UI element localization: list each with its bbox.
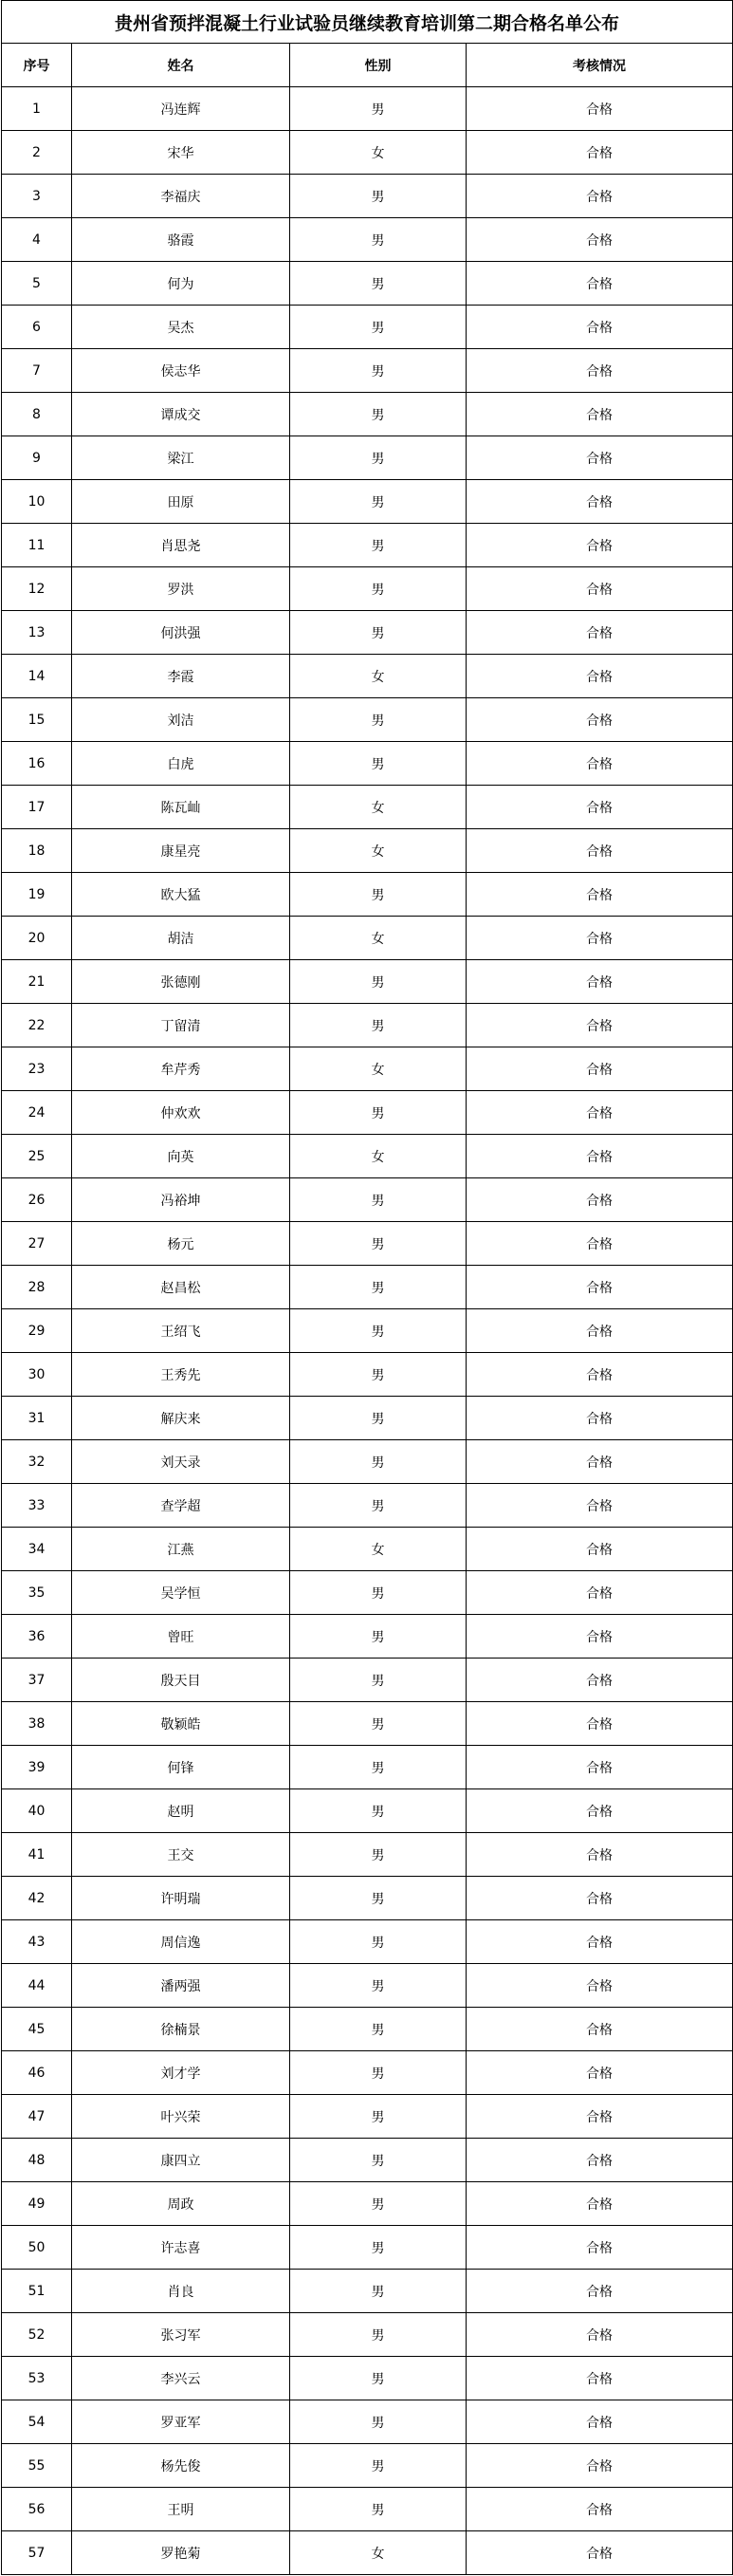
table-row xyxy=(2,2531,733,2575)
cell-gender: 男 xyxy=(290,1571,467,1615)
cell-index: 17 xyxy=(2,786,72,829)
cell-name: 宋华 xyxy=(72,131,290,175)
cell-gender: 女 xyxy=(290,2531,467,2575)
cell-index: 14 xyxy=(2,655,72,698)
table-row xyxy=(2,917,733,960)
cell-name: 周信逸 xyxy=(72,1920,290,1964)
cell-name: 许明瑞 xyxy=(72,1877,290,1920)
cell-gender: 男 xyxy=(290,1746,467,1789)
cell-name: 牟芹秀 xyxy=(72,1047,290,1091)
cell-gender: 男 xyxy=(290,960,467,1004)
table-row xyxy=(2,2051,733,2095)
table-row xyxy=(2,1222,733,1266)
cell-index: 49 xyxy=(2,2182,72,2226)
cell-result: 合格 xyxy=(467,1484,733,1528)
cell-name: 杨元 xyxy=(72,1222,290,1266)
cell-gender: 男 xyxy=(290,306,467,349)
cell-result: 合格 xyxy=(467,1222,733,1266)
cell-gender: 男 xyxy=(290,1091,467,1135)
cell-result: 合格 xyxy=(467,2400,733,2444)
cell-gender: 男 xyxy=(290,742,467,786)
cell-name: 赵明 xyxy=(72,1789,290,1833)
cell-name: 吴杰 xyxy=(72,306,290,349)
cell-name: 李兴云 xyxy=(72,2357,290,2400)
cell-name: 叶兴荣 xyxy=(72,2095,290,2139)
cell-gender: 女 xyxy=(290,131,467,175)
cell-gender: 男 xyxy=(290,1309,467,1353)
cell-gender: 男 xyxy=(290,2270,467,2313)
cell-result: 合格 xyxy=(467,524,733,567)
cell-gender: 男 xyxy=(290,567,467,611)
cell-gender: 男 xyxy=(290,1484,467,1528)
cell-name: 罗亚军 xyxy=(72,2400,290,2444)
cell-index: 6 xyxy=(2,306,72,349)
cell-gender: 男 xyxy=(290,1397,467,1440)
cell-name: 何洪强 xyxy=(72,611,290,655)
cell-index: 8 xyxy=(2,393,72,436)
cell-gender: 男 xyxy=(290,1833,467,1877)
cell-result: 合格 xyxy=(467,1615,733,1659)
cell-index: 31 xyxy=(2,1397,72,1440)
cell-index: 47 xyxy=(2,2095,72,2139)
table-row xyxy=(2,1877,733,1920)
cell-name: 王绍飞 xyxy=(72,1309,290,1353)
table-row xyxy=(2,1571,733,1615)
cell-result: 合格 xyxy=(467,349,733,393)
table-row xyxy=(2,1659,733,1702)
cell-name: 刘才学 xyxy=(72,2051,290,2095)
cell-index: 53 xyxy=(2,2357,72,2400)
cell-result: 合格 xyxy=(467,655,733,698)
cell-index: 35 xyxy=(2,1571,72,1615)
cell-index: 5 xyxy=(2,262,72,306)
column-header-gender: 性别 xyxy=(290,44,467,87)
cell-name: 康星亮 xyxy=(72,829,290,873)
cell-index: 23 xyxy=(2,1047,72,1091)
cell-result: 合格 xyxy=(467,1440,733,1484)
cell-name: 王交 xyxy=(72,1833,290,1877)
cell-name: 谭成交 xyxy=(72,393,290,436)
table-row xyxy=(2,218,733,262)
cell-gender: 男 xyxy=(290,1877,467,1920)
cell-result: 合格 xyxy=(467,1266,733,1309)
cell-index: 29 xyxy=(2,1309,72,1353)
cell-name: 丁留清 xyxy=(72,1004,290,1047)
cell-gender: 男 xyxy=(290,2182,467,2226)
cell-result: 合格 xyxy=(467,829,733,873)
cell-index: 33 xyxy=(2,1484,72,1528)
cell-result: 合格 xyxy=(467,1528,733,1571)
cell-gender: 男 xyxy=(290,1615,467,1659)
cell-result: 合格 xyxy=(467,1746,733,1789)
cell-name: 白虎 xyxy=(72,742,290,786)
column-header-index: 序号 xyxy=(2,44,72,87)
table-row xyxy=(2,611,733,655)
table-row xyxy=(2,1615,733,1659)
cell-result: 合格 xyxy=(467,611,733,655)
cell-index: 56 xyxy=(2,2488,72,2531)
cell-result: 合格 xyxy=(467,1309,733,1353)
cell-gender: 男 xyxy=(290,873,467,917)
cell-name: 赵昌松 xyxy=(72,1266,290,1309)
cell-name: 曾旺 xyxy=(72,1615,290,1659)
cell-name: 王秀先 xyxy=(72,1353,290,1397)
cell-index: 51 xyxy=(2,2270,72,2313)
cell-index: 54 xyxy=(2,2400,72,2444)
cell-name: 王明 xyxy=(72,2488,290,2531)
table-row xyxy=(2,87,733,131)
cell-index: 46 xyxy=(2,2051,72,2095)
cell-index: 24 xyxy=(2,1091,72,1135)
table-row xyxy=(2,524,733,567)
cell-name: 李霞 xyxy=(72,655,290,698)
cell-result: 合格 xyxy=(467,1920,733,1964)
cell-gender: 男 xyxy=(290,611,467,655)
cell-gender: 男 xyxy=(290,436,467,480)
table-row xyxy=(2,1397,733,1440)
cell-index: 11 xyxy=(2,524,72,567)
cell-gender: 男 xyxy=(290,2139,467,2182)
table-row xyxy=(2,2008,733,2051)
table-row xyxy=(2,2095,733,2139)
cell-gender: 女 xyxy=(290,1047,467,1091)
table-row xyxy=(2,1266,733,1309)
cell-name: 田原 xyxy=(72,480,290,524)
table-row xyxy=(2,873,733,917)
cell-result: 合格 xyxy=(467,1571,733,1615)
cell-name: 侯志华 xyxy=(72,349,290,393)
cell-result: 合格 xyxy=(467,1135,733,1178)
cell-gender: 男 xyxy=(290,262,467,306)
cell-result: 合格 xyxy=(467,306,733,349)
cell-gender: 女 xyxy=(290,829,467,873)
table-row xyxy=(2,1309,733,1353)
cell-result: 合格 xyxy=(467,567,733,611)
table-row xyxy=(2,436,733,480)
cell-result: 合格 xyxy=(467,1047,733,1091)
cell-name: 骆霞 xyxy=(72,218,290,262)
column-header-result: 考核情况 xyxy=(467,44,733,87)
cell-result: 合格 xyxy=(467,175,733,218)
cell-gender: 男 xyxy=(290,1964,467,2008)
cell-name: 许志喜 xyxy=(72,2226,290,2270)
cell-gender: 女 xyxy=(290,917,467,960)
table-row xyxy=(2,2182,733,2226)
table-row xyxy=(2,1484,733,1528)
cell-gender: 男 xyxy=(290,2488,467,2531)
cell-index: 50 xyxy=(2,2226,72,2270)
cell-result: 合格 xyxy=(467,1964,733,2008)
cell-result: 合格 xyxy=(467,2270,733,2313)
cell-gender: 男 xyxy=(290,1702,467,1746)
cell-index: 4 xyxy=(2,218,72,262)
table-row xyxy=(2,829,733,873)
cell-name: 李福庆 xyxy=(72,175,290,218)
table-row xyxy=(2,1833,733,1877)
cell-name: 杨先俊 xyxy=(72,2444,290,2488)
table-row xyxy=(2,786,733,829)
table-row xyxy=(2,960,733,1004)
cell-index: 28 xyxy=(2,1266,72,1309)
cell-index: 34 xyxy=(2,1528,72,1571)
cell-index: 38 xyxy=(2,1702,72,1746)
cell-index: 21 xyxy=(2,960,72,1004)
table-row xyxy=(2,2357,733,2400)
cell-result: 合格 xyxy=(467,2444,733,2488)
cell-name: 解庆来 xyxy=(72,1397,290,1440)
cell-gender: 男 xyxy=(290,2444,467,2488)
cell-index: 19 xyxy=(2,873,72,917)
cell-index: 30 xyxy=(2,1353,72,1397)
cell-index: 27 xyxy=(2,1222,72,1266)
cell-name: 周政 xyxy=(72,2182,290,2226)
table-row xyxy=(2,1178,733,1222)
cell-index: 44 xyxy=(2,1964,72,2008)
cell-result: 合格 xyxy=(467,960,733,1004)
cell-name: 何锋 xyxy=(72,1746,290,1789)
cell-index: 52 xyxy=(2,2313,72,2357)
cell-result: 合格 xyxy=(467,1397,733,1440)
cell-gender: 男 xyxy=(290,2008,467,2051)
cell-name: 仲欢欢 xyxy=(72,1091,290,1135)
table-row xyxy=(2,306,733,349)
cell-index: 48 xyxy=(2,2139,72,2182)
table-row xyxy=(2,567,733,611)
cell-name: 陈瓦屾 xyxy=(72,786,290,829)
page-title: 贵州省预拌混凝土行业试验员继续教育培训第二期合格名单公布 xyxy=(2,1,733,44)
cell-result: 合格 xyxy=(467,262,733,306)
cell-index: 9 xyxy=(2,436,72,480)
table-row xyxy=(2,2313,733,2357)
cell-index: 57 xyxy=(2,2531,72,2575)
cell-result: 合格 xyxy=(467,1178,733,1222)
cell-gender: 男 xyxy=(290,218,467,262)
cell-index: 16 xyxy=(2,742,72,786)
table-row xyxy=(2,655,733,698)
table-row xyxy=(2,2270,733,2313)
table-row xyxy=(2,262,733,306)
cell-name: 何为 xyxy=(72,262,290,306)
cell-result: 合格 xyxy=(467,1789,733,1833)
cell-result: 合格 xyxy=(467,2226,733,2270)
cell-result: 合格 xyxy=(467,2313,733,2357)
cell-index: 10 xyxy=(2,480,72,524)
roster-body xyxy=(2,87,733,2575)
cell-result: 合格 xyxy=(467,786,733,829)
cell-name: 敬颖皓 xyxy=(72,1702,290,1746)
cell-name: 潘两强 xyxy=(72,1964,290,2008)
table-row xyxy=(2,480,733,524)
cell-name: 吴学恒 xyxy=(72,1571,290,1615)
table-row xyxy=(2,349,733,393)
table-row xyxy=(2,2488,733,2531)
cell-name: 徐楠景 xyxy=(72,2008,290,2051)
cell-index: 2 xyxy=(2,131,72,175)
table-row xyxy=(2,1789,733,1833)
cell-index: 15 xyxy=(2,698,72,742)
cell-name: 向英 xyxy=(72,1135,290,1178)
table-row xyxy=(2,1964,733,2008)
cell-result: 合格 xyxy=(467,2008,733,2051)
cell-name: 张德刚 xyxy=(72,960,290,1004)
table-row xyxy=(2,131,733,175)
cell-gender: 男 xyxy=(290,1789,467,1833)
cell-index: 25 xyxy=(2,1135,72,1178)
cell-index: 40 xyxy=(2,1789,72,1833)
cell-result: 合格 xyxy=(467,2182,733,2226)
table-row xyxy=(2,2400,733,2444)
cell-index: 42 xyxy=(2,1877,72,1920)
cell-gender: 男 xyxy=(290,2226,467,2270)
table-row xyxy=(2,1091,733,1135)
cell-name: 冯连辉 xyxy=(72,87,290,131)
cell-result: 合格 xyxy=(467,87,733,131)
cell-gender: 男 xyxy=(290,2095,467,2139)
roster-table xyxy=(1,0,733,2575)
cell-gender: 男 xyxy=(290,2400,467,2444)
cell-result: 合格 xyxy=(467,131,733,175)
cell-gender: 男 xyxy=(290,393,467,436)
cell-name: 查学超 xyxy=(72,1484,290,1528)
cell-index: 20 xyxy=(2,917,72,960)
cell-index: 39 xyxy=(2,1746,72,1789)
cell-gender: 男 xyxy=(290,2051,467,2095)
cell-name: 罗艳菊 xyxy=(72,2531,290,2575)
cell-name: 欧大猛 xyxy=(72,873,290,917)
cell-name: 江燕 xyxy=(72,1528,290,1571)
cell-gender: 男 xyxy=(290,480,467,524)
cell-gender: 男 xyxy=(290,1659,467,1702)
cell-index: 3 xyxy=(2,175,72,218)
cell-index: 32 xyxy=(2,1440,72,1484)
table-row xyxy=(2,2444,733,2488)
cell-index: 7 xyxy=(2,349,72,393)
cell-index: 26 xyxy=(2,1178,72,1222)
cell-name: 肖思尧 xyxy=(72,524,290,567)
cell-gender: 男 xyxy=(290,2313,467,2357)
cell-gender: 女 xyxy=(290,786,467,829)
cell-result: 合格 xyxy=(467,1659,733,1702)
cell-gender: 男 xyxy=(290,1004,467,1047)
table-row xyxy=(2,1440,733,1484)
cell-index: 13 xyxy=(2,611,72,655)
cell-name: 肖良 xyxy=(72,2270,290,2313)
cell-result: 合格 xyxy=(467,1004,733,1047)
cell-index: 36 xyxy=(2,1615,72,1659)
cell-result: 合格 xyxy=(467,1702,733,1746)
cell-result: 合格 xyxy=(467,393,733,436)
cell-result: 合格 xyxy=(467,2139,733,2182)
cell-gender: 男 xyxy=(290,1920,467,1964)
cell-result: 合格 xyxy=(467,218,733,262)
cell-name: 梁江 xyxy=(72,436,290,480)
table-row xyxy=(2,1047,733,1091)
table-row xyxy=(2,742,733,786)
cell-index: 55 xyxy=(2,2444,72,2488)
cell-index: 18 xyxy=(2,829,72,873)
cell-name: 胡洁 xyxy=(72,917,290,960)
cell-result: 合格 xyxy=(467,2095,733,2139)
cell-gender: 男 xyxy=(290,1266,467,1309)
table-row xyxy=(2,2139,733,2182)
cell-index: 12 xyxy=(2,567,72,611)
table-row xyxy=(2,1746,733,1789)
cell-result: 合格 xyxy=(467,2357,733,2400)
cell-gender: 男 xyxy=(290,1222,467,1266)
cell-name: 张习军 xyxy=(72,2313,290,2357)
table-row xyxy=(2,2226,733,2270)
cell-name: 刘洁 xyxy=(72,698,290,742)
header-row xyxy=(2,44,733,87)
cell-result: 合格 xyxy=(467,436,733,480)
cell-gender: 男 xyxy=(290,1440,467,1484)
cell-result: 合格 xyxy=(467,1091,733,1135)
cell-result: 合格 xyxy=(467,2051,733,2095)
cell-gender: 女 xyxy=(290,1135,467,1178)
table-row xyxy=(2,1528,733,1571)
cell-index: 43 xyxy=(2,1920,72,1964)
cell-gender: 女 xyxy=(290,1528,467,1571)
table-row xyxy=(2,1920,733,1964)
cell-name: 刘天录 xyxy=(72,1440,290,1484)
cell-index: 1 xyxy=(2,87,72,131)
cell-result: 合格 xyxy=(467,1877,733,1920)
cell-gender: 男 xyxy=(290,1178,467,1222)
cell-gender: 男 xyxy=(290,175,467,218)
table-row xyxy=(2,1702,733,1746)
table-row xyxy=(2,1004,733,1047)
cell-result: 合格 xyxy=(467,480,733,524)
cell-index: 45 xyxy=(2,2008,72,2051)
cell-gender: 男 xyxy=(290,349,467,393)
cell-gender: 男 xyxy=(290,1353,467,1397)
cell-name: 康四立 xyxy=(72,2139,290,2182)
cell-gender: 男 xyxy=(290,2357,467,2400)
cell-name: 罗洪 xyxy=(72,567,290,611)
title-row xyxy=(2,1,733,44)
cell-name: 殷天目 xyxy=(72,1659,290,1702)
cell-result: 合格 xyxy=(467,2531,733,2575)
cell-gender: 男 xyxy=(290,524,467,567)
cell-result: 合格 xyxy=(467,742,733,786)
table-row xyxy=(2,393,733,436)
cell-result: 合格 xyxy=(467,698,733,742)
cell-name: 冯裕坤 xyxy=(72,1178,290,1222)
table-row xyxy=(2,698,733,742)
table-row xyxy=(2,1135,733,1178)
cell-gender: 男 xyxy=(290,698,467,742)
cell-result: 合格 xyxy=(467,917,733,960)
cell-result: 合格 xyxy=(467,873,733,917)
cell-index: 22 xyxy=(2,1004,72,1047)
cell-gender: 女 xyxy=(290,655,467,698)
column-header-name: 姓名 xyxy=(72,44,290,87)
cell-result: 合格 xyxy=(467,2488,733,2531)
table-row xyxy=(2,175,733,218)
cell-gender: 男 xyxy=(290,87,467,131)
table-row xyxy=(2,1353,733,1397)
cell-index: 41 xyxy=(2,1833,72,1877)
cell-result: 合格 xyxy=(467,1353,733,1397)
cell-result: 合格 xyxy=(467,1833,733,1877)
cell-index: 37 xyxy=(2,1659,72,1702)
